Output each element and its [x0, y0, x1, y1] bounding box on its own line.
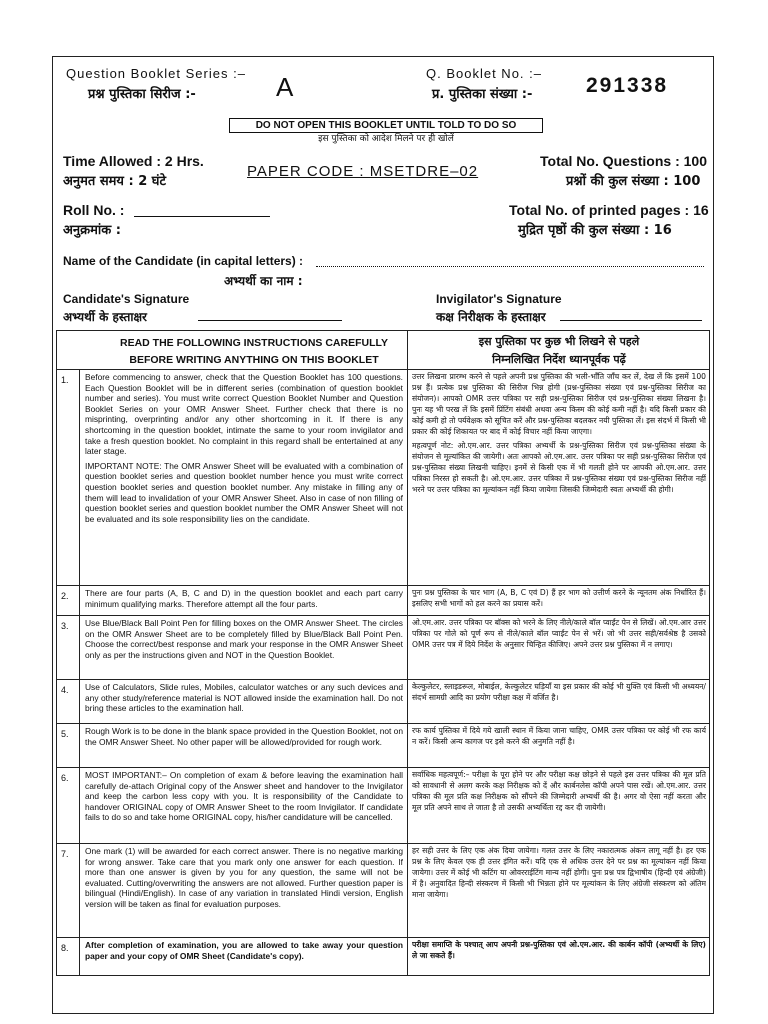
time-allowed-hi: अनुमत समय : 2 घंटे [63, 174, 167, 189]
roll-no-line [134, 216, 270, 217]
roll-no-en: Roll No. : [63, 202, 125, 218]
heading-en-line-2: BEFORE WRITING ANYTHING ON THIS BOOKLET [129, 354, 379, 366]
row-1-en [85, 372, 403, 582]
series-label-en: Question Booklet Series :– [66, 66, 246, 81]
heading-hi-line-2: निम्नलिखित निर्देश ध्यानपूर्वक पढ़ें [492, 353, 626, 366]
row-1-en-main: Before commencing to answer, check that the Question Booklet has 100 questions. Each Question Booklet will be in different series (combination of question booklet number and series). You must write correct Question Booklet Number and Question Booklet Series on your OMR Answer Sheet. Further check that there is no misprinting, overprinting and/or any other shortcoming in it. If there is any shortcoming in the question booklet, intimate the same to your room invigilator and take a fresh question booklet. No complaint in this regard shall be entertained at any later stage. [85, 372, 403, 457]
row-divider [57, 679, 709, 680]
row-3-hi: ओ.एम.आर. उत्तर पत्रिका पर बॉक्स को भरने के लिए नीले/काले बॉल प्वाईंट पेन से लिखें। ओ.एम.आर उत्तर पत्रिका पर गोले को पूर्ण रूप से नीले/काले बॉल प्वाईंट पेन से भरें। जो भी उत्तर सही/सर्वश्रेष्ठ है उसको OMR उत्तर पत्र में दिये निर्देश के अनुसार चिन्हित कीजिए। अपने उत्तर प्रश्न पुस्तिका में न लगाए। [412, 618, 706, 649]
row-7-hi: हर सही उत्तर के लिए एक अंक दिया जायेगा। गलत उत्तर के लिए नकारात्मक अंकन लागू नहीं है। हर एक प्रश्न के लिए केवल एक ही उत्तर इंगित करें। यदि एक से अधिक उत्तर देने पर प्रश्न का मूल्यांकन नहीं किया जायेगा। उत्तर में कोई भी कटिंग या ओवरराईटिंग मान्य नहीं होगी। पुनः प्रश्न पत्र द्विभाषीय (हिन्दी एवं अंग्रेजी) में है। अनुवादित हिन्दी संस्करण में किसी भी भिन्नता होने पर मूल्यांकन के लिए अंग्रेजी संस्करण को अंतिम माना जायेगा। [412, 846, 706, 899]
row-3-en: Use Blue/Black Ball Point Pen for filling boxes on the OMR Answer Sheet. The circles on the OMR Answer Sheet are to be completely filled by Blue/Black Ball Point Pen. Choose the correct/best response and mark your response in the OMR Answer Sheet only as per the instructions given and NOT in the Question Booklet. [85, 618, 403, 660]
candidate-signature-hi: अभ्यर्थी के हस्ताक्षर [63, 310, 147, 324]
total-questions-en: Total No. Questions : 100 [540, 153, 707, 169]
total-questions-hi: प्रश्नों की कुल संख्या : 100 [566, 174, 701, 189]
row-6-number: 6. [61, 773, 69, 783]
heading-en-line-1: READ THE FOLLOWING INSTRUCTIONS CAREFULLY [120, 337, 388, 349]
heading-hi-line-1: इस पुस्तिका पर कुछ भी लिखने से पहले [478, 335, 640, 348]
row-8-number: 8. [61, 943, 69, 953]
row-divider [57, 585, 709, 586]
row-4-en: Use of Calculators, Slide rules, Mobiles, calculator watches or any such devices and any other study/reference material is NOT allowed inside the examination hall. Do not bring these articles to the examination hall. [85, 682, 403, 714]
row-4-number: 4. [61, 685, 69, 695]
candidate-name-en: Name of the Candidate (in capital letters) : [63, 254, 304, 268]
row-7-en: One mark (1) will be awarded for each correct answer. There is no negative marking for wrong answer. Take care that you mark only one answer for each question. If more than one answer is given by you for any question, the same will not be evaluated. Cutting/overwriting the answers are not allowed. Further question paper is bilingual (Hindi/English). In case of any variation in translated Hindi version, English version will be taken as final for evaluation purposes. [85, 846, 403, 909]
row-1-hi-note: महत्वपूर्ण नोट: ओ.एम.आर. उत्तर पत्रिका अभ्यर्थी के प्रश्न-पुस्तिका सिरीज एवं प्रश्न-पुस्तिका संख्या के संयोजन से मूल्यांकित की जायेगी। अतः आपको ओ.एम.आर. उत्तर पत्रिका पर सही प्रश्न-पुस्तिका सिरीज एवं प्रश्न-पुस्तिका संख्या लिखनी चाहिए। इनमें से किसी एक में भी गलती होने पर आपकी ओ.एम.आर. उत्तर पत्रिका निरस्त हो सकती है। ओ.एम.आर. उत्तर पत्रिका में प्रश्न-पुस्तिका संख्या एवं प्रश्न-पुस्तिका सिरीज नहीं भरने पर उत्तर पत्रिका का मूल्यांकन नहीं किया जायेगा जिसकी जिम्मेदारी स्वतः अभ्यर्थी की होगी। [412, 441, 706, 495]
row-1-en-note: IMPORTANT NOTE: The OMR Answer Sheet will be evaluated with a combination of question booklet series and question booklet number hence you must write correct question booklet series and question booklet number. Any mistake in filling any of them will lead to invalidation of your OMR Answer Sheet. Also in case of non filling of question booklet series and question booklet number the OMR Answer Sheet will not be evaluated and its sole responsibility lies on the candidate. [85, 460, 403, 524]
do-not-open-warning: DO NOT OPEN THIS BOOKLET UNTIL TOLD TO DO SO [229, 118, 543, 133]
row-2-number: 2. [61, 591, 69, 601]
invigilator-signature-hi: कक्ष निरीक्षक के हस्ताक्षर [436, 310, 546, 324]
booklet-no-label-en: Q. Booklet No. :– [426, 66, 542, 81]
instructions-heading-en [81, 335, 427, 369]
row-divider [57, 723, 709, 724]
row-divider [57, 937, 709, 938]
row-2-en: There are four parts (A, B, C and D) in the question booklet and each part carry minimum qualifying marks. Therefore attempt all the four parts. [85, 588, 403, 609]
row-8-hi: परीक्षा समाप्ति के पश्चात् आप अपनी प्रश्न-पुस्तिका एवं ओ.एम.आर. की कार्बन कॉपी (अभ्यर्थी के लिए) ले जा सकते हैं। [412, 940, 706, 960]
time-allowed-en: Time Allowed : 2 Hrs. [63, 153, 204, 169]
instructions-table [56, 330, 710, 976]
row-7-number: 7. [61, 849, 69, 859]
printed-pages-en: Total No. of printed pages : 16 [509, 202, 709, 218]
row-4-hi: केल्कुलेटर, स्लाइडरूल, मोबाईल, केल्कुलेटर घड़ियाँ या इस प्रकार की कोई भी युक्ति एवं किसी भी अध्ययन/संदर्भ सामग्री आदि का प्रयोग परीक्षा कक्ष में वर्जित है। [412, 682, 706, 702]
invigilator-signature-en: Invigilator's Signature [436, 292, 562, 306]
row-5-en: Rough Work is to be done in the blank space provided in the Question Booklet, not on the OMR Answer Sheet. No other paper will be allowed/provided for rough work. [85, 726, 403, 747]
row-divider [57, 767, 709, 768]
row-1-number: 1. [61, 375, 69, 385]
candidate-signature-line [198, 320, 342, 321]
row-divider [57, 843, 709, 844]
col-divider-lang [407, 331, 408, 975]
instructions-heading-hi [409, 333, 709, 369]
series-label-hi: प्रश्न पुस्तिका सिरीज :- [88, 87, 196, 102]
row-8-en: After completion of examination, you are allowed to take away your question paper and your copy of OMR Sheet (Candidate's copy). [85, 940, 403, 961]
printed-pages-hi: मुद्रित पृष्ठों की कुल संख्या : 16 [518, 223, 672, 238]
row-divider [57, 369, 709, 370]
row-6-en: MOST IMPORTANT:– On completion of exam & before leaving the examination hall carefully de-attach Original copy of the Answer sheet and handover to the Invigilator and keep the carbon less copy with you. It is responsibility of the Candidate to handover ORIGINAL copy of OMR Answer Sheet to the room Invigilator. If candidate fails to do so and take home ORIGINAL copy, his/her candidature will be cancelled. [85, 770, 403, 823]
candidate-name-hi: अभ्यर्थी का नाम : [224, 274, 303, 288]
candidate-name-line [316, 266, 704, 267]
row-divider [57, 615, 709, 616]
row-6-hi: सर्वाधिक महत्वपूर्ण:– परीक्षा के पूरा होने पर और परीक्षा कक्ष छोड़ने से पहले इस उत्तर पत्रिका की मूल प्रति को सावधानी से अलग करके कक्ष निरीक्षक को दें और कार्बनलेस कॉपी अपने पास रखें। ओ.एम.आर. उत्तर पत्रिका की मूल प्रति कक्ष निरीक्षक को सौंपने की जिम्मेदारी अभ्यर्थी की है। अगर वो ऐसा नहीं करता और मूल प्रति अपने साथ ले जाता है तो उसकी अभ्यर्थिता रद्द कर दी जायेगी। [412, 770, 706, 812]
series-value: A [276, 72, 294, 102]
invigilator-signature-line [560, 320, 702, 321]
booklet-no-label-hi: प्र. पुस्तिका संख्या :- [432, 87, 533, 102]
paper-code: PAPER CODE : MSETDRE–02 [247, 163, 479, 180]
row-5-number: 5. [61, 729, 69, 739]
do-not-open-warning-hi: इस पुस्तिका को आदेश मिलने पर ही खोलें [318, 134, 454, 144]
row-1-hi [412, 372, 706, 582]
row-3-number: 3. [61, 621, 69, 631]
roll-no-hi: अनुक्रमांक : [63, 223, 121, 238]
candidate-signature-en: Candidate's Signature [63, 292, 190, 306]
row-5-hi: रफ कार्य पुस्तिका में दिये गये खाली स्थान में किया जाना चाहिए, OMR उत्तर पत्रिका पर कोई भी रफ कार्य न करें। किसी अन्य कागज पर इसे करने की अनुमति नहीं है। [412, 726, 706, 746]
row-1-hi-main: उत्तर लिखना प्रारम्भ करने से पहले अपनी प्रश्न पुस्तिका की भली-भाँति जाँच कर लें, देख लें कि इसमें 100 प्रश्न हैं। प्रत्येक प्रश्न पुस्तिका की सिरीज भिन्न होगी (प्रश्न-पुस्तिका संख्या एवं प्रश्न-पुस्तिका सिरीज का संयोजन)। आपको OMR उत्तर पत्रिका पर सही प्रश्न-पुस्तिका सिरीज एवं प्रश्न-पुस्तिका संख्या लिखना है। पुनः यह भी परख लें कि इसमें प्रिंटिंग संबंधी अथवा अन्य किस्म की कोई कमी नहीं है। यदि किसी प्रकार की कोई कमी हो तो पर्यवेक्षक को सूचित करें और प्रश्न-पुस्तिका बदलकर नयी पुस्तिका लें। इस संदर्भ में किसी भी प्रकार की कोई शिकायत पर बाद में कोई विचार नहीं किया जाएगा। [412, 372, 706, 436]
col-divider-num [79, 369, 80, 975]
booklet-no-value: 291338 [586, 74, 669, 97]
row-2-hi: पुनः प्रश्न पुस्तिका के चार भाग (A, B, C एवं D) हैं हर भाग को उत्तीर्ण करने के न्यूनतम अंक निर्धारित हैं। इसलिए सभी भागों को हल करने का प्रयास करें। [412, 588, 706, 608]
